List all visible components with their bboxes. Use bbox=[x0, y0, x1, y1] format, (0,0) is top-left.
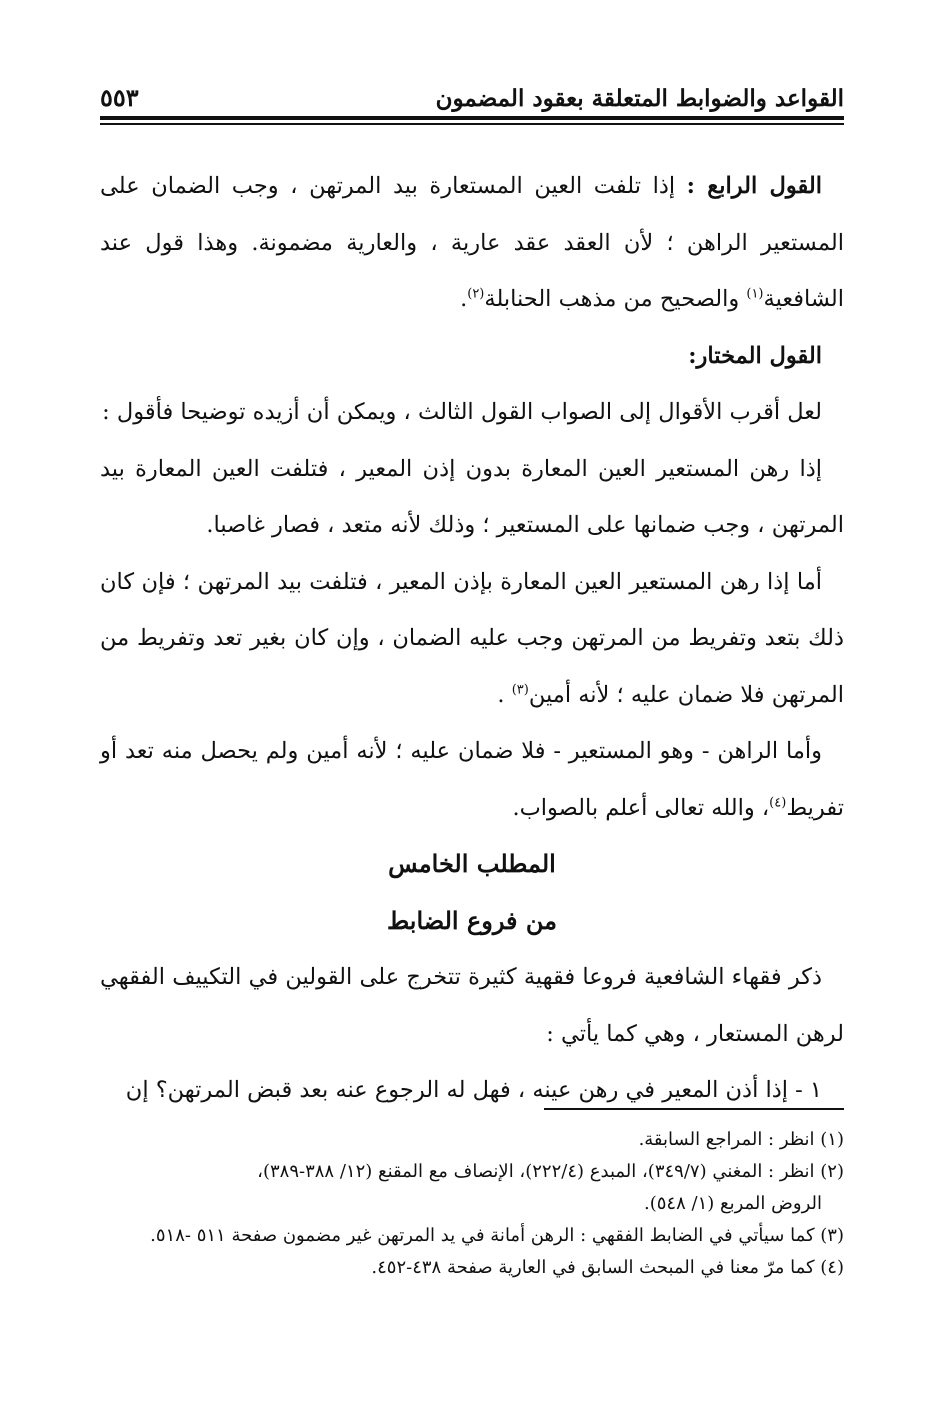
paragraph-fourth-opinion bbox=[100, 158, 844, 328]
paragraph-text: والصحيح من مذهب الحنابلة bbox=[484, 286, 747, 312]
footnote-4: (٤) كما مرّ معنا في المبحث السابق في العارية صفحة ٤٣٨-٤٥٢. bbox=[371, 1257, 844, 1278]
paragraph-with-permission bbox=[100, 554, 844, 724]
main-text bbox=[100, 158, 844, 1119]
footnote-ref-3[interactable]: (٣) bbox=[511, 682, 529, 697]
footnote-ref-4[interactable]: (٤) bbox=[769, 795, 787, 810]
footnote-ref-2[interactable]: (٢) bbox=[467, 286, 485, 302]
footnote-2: (٢) انظر : المغني (٣٤٩/٧)، المبدع (٢٢٢/٤)، الإنصاف مع المقنع (١٢/ ٣٨٨-٣٨٩)، bbox=[257, 1161, 844, 1182]
paragraph-end: . bbox=[460, 286, 468, 312]
paragraph-without-permission: إذا رهن المستعير العين المعارة بدون إذن المعير ، فتلفت العين المعارة بيد المرتهن ، وجب ضمانها على المستعير ؛ وذلك لأنه متعد ، فصار غاصبا. bbox=[100, 455, 844, 538]
footnote-ref-1[interactable]: (١) bbox=[746, 286, 764, 302]
paragraph-text: إذا تلفت العين المستعارة بيد المرتهن ، وجب الضمان على المستعير الراهن ؛ لأن العقد عقد عارية ، والعارية مضمونة. وهذا قول عند الشافعية bbox=[100, 173, 844, 312]
page-number: ٥٥٣ bbox=[100, 83, 139, 112]
footnote-2-continued: الروض المربع (١/ ٥٤٨). bbox=[644, 1193, 822, 1214]
page-header bbox=[100, 72, 844, 112]
footnote-3: (٣) كما سيأتي في الضابط الفقهي : الرهن أمانة في يد المرتهن غير مضمون صفحة ٥١١ -٥١٨. bbox=[150, 1225, 844, 1246]
chosen-opinion-heading: القول المختار: bbox=[688, 342, 822, 369]
footnote-separator bbox=[544, 1108, 844, 1110]
paragraph-lead: القول الرابع : bbox=[686, 173, 822, 199]
paragraph-end: ، والله تعالى أعلم بالصواب. bbox=[512, 794, 770, 821]
paragraph-text: وأما الراهن - وهو المستعير - فلا ضمان عليه ؛ لأنه أمين ولم يحصل منه تعد أو تفريط bbox=[100, 738, 844, 821]
paragraph-shafii-branches: ذكر فقهاء الشافعية فروعا فقهية كثيرة تتخرج على القولين في التكييف الفقهي لرهن المستعار ، وهي كما يأتي : bbox=[100, 964, 844, 1047]
paragraph-text: أما إذا رهن المستعير العين المعارة بإذن المعير ، فتلفت بيد المرتهن ؛ فإن كان ذلك بتعد وتفريط من المرتهن وجب عليه الضمان ، وإن كان بغير تعد وتفريط من المرتهن فلا ضمان عليه ؛ لأنه أمين bbox=[100, 568, 844, 708]
footnote-1: (١) انظر : المراجع السابقة. bbox=[638, 1129, 844, 1150]
footnotes bbox=[100, 1124, 844, 1284]
paragraph-pledger bbox=[100, 723, 844, 836]
section-subtitle: من فروع الضابط bbox=[386, 905, 558, 935]
header-rule-thin bbox=[100, 123, 844, 125]
paragraph-end: . bbox=[497, 681, 512, 708]
running-title: القواعد والضوابط المتعلقة بعقود المضمون bbox=[435, 85, 844, 112]
header-rule-thick bbox=[100, 116, 844, 120]
section-title: المطلب الخامس bbox=[388, 849, 556, 878]
paragraph-branch-1: ١ - إذا أذن المعير في رهن عينه ، فهل له الرجوع عنه بعد قبض المرتهن؟ إن bbox=[125, 1077, 822, 1103]
paragraph-intro: لعل أقرب الأقوال إلى الصواب القول الثالث ، ويمكن أن أزيده توضيحا فأقول : bbox=[102, 399, 822, 425]
